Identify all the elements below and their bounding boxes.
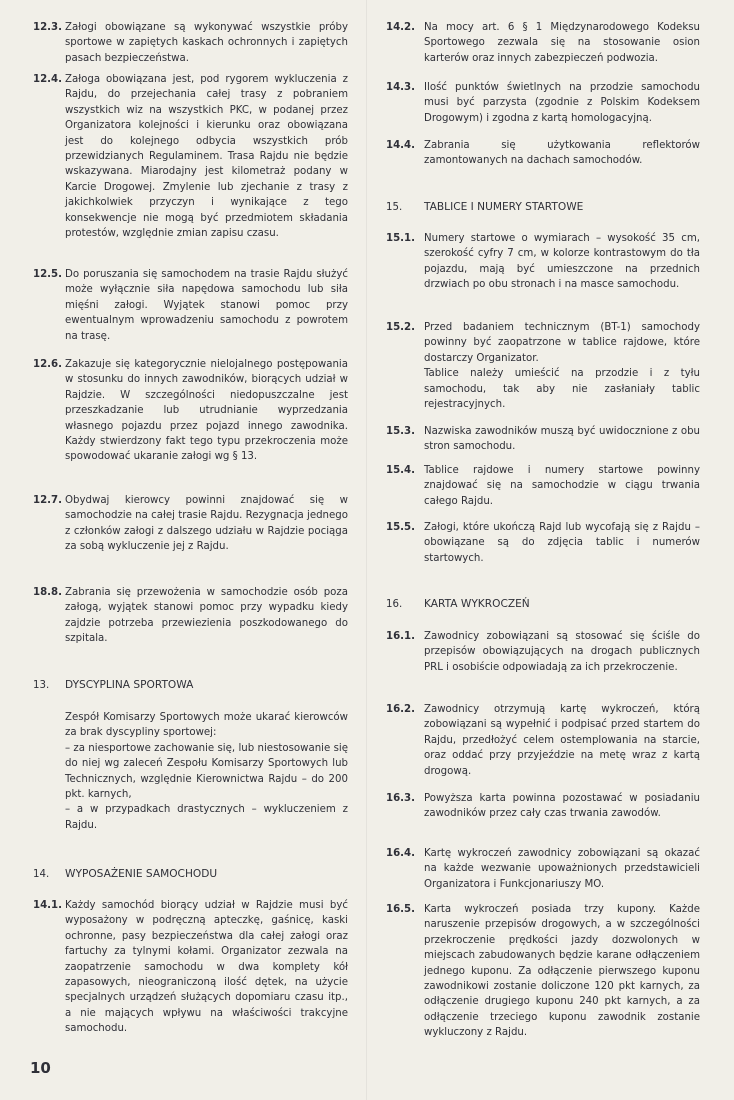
section-text: Kartę wykroczeń zawodnicy zobowiązani są okazać na każde wezwanie upoważnionych przedstawicieli Organizatora i Funkcjonariuszy MO. [424,848,700,890]
section-number: 13. [33,680,50,691]
section-number: 14.2. [386,22,416,33]
section-number: 15.1. [386,233,416,244]
section-text: Karta wykroczeń posiada trzy kupony. Każde naruszenie przepisów drogowych, a w szczególności przekroczenie prędkości jazdy dozwolonych w miejscach zabudowanych będzie karane odłączeniem jednego kuponu. Za odłączenie pierwszego kuponu zawodnikowi zostanie doliczone 120 pkt karnych, za odłączenie drugiego kuponu 240 pkt karnych, a za odłączenie trzeciego kuponu zawodnik zostanie wykluczony z Rajdu. [424,904,700,1039]
section-number: 18.8. [33,587,63,598]
section-number: 12.4. [33,74,63,85]
section-number: 15. [386,202,403,213]
section-number: 14. [33,869,50,880]
section-text: Zakazuje się kategorycznie nielojalnego postępowania w stosunku do innych zawodników, biorących udział w Rajdzie. W szczególności niedopuszczalne jest przeszkadzanie lub utrudnianie wyprzedzania własnego pojazdu przez pojazd innego zawodnika. Każdy stwierdzony fakt tego typu przekroczenia może spowodować ukaranie załogi wg § 13. [65,359,348,463]
section-number: 16.2. [386,704,416,715]
section-number: 16.1. [386,631,416,642]
section-text: Nazwiska zawodników muszą być uwidocznione z obu stron samochodu. [424,426,700,453]
section-number: 14.3. [386,82,416,93]
section-number: 12.5. [33,269,63,280]
section-number: 15.3. [386,426,416,437]
section-heading: WYPOSAŻENIE SAMOCHODU [65,868,218,880]
section-number: 14.4. [386,140,416,151]
section-number: 16. [386,599,403,610]
page-number: 10 [30,1059,51,1077]
section-number: 12.3. [33,22,63,33]
section-heading: KARTA WYKROCZEŃ [424,598,530,610]
section-text: Numery startowe o wymiarach – wysokość 35 cm, szerokość cyfry 7 cm, w kolorze kontrastowym do tła pojazdu, mają być umieszczone na przednich drzwiach po obu stronach i na masce samochodu. [424,233,700,291]
section-number: 16.4. [386,848,416,859]
section-number: 16.5. [386,904,416,915]
section-number: 15.5. [386,522,416,533]
section-text: Każdy samochód biorący udział w Rajdzie musi być wyposażony w podręczną apteczkę, gaśnicę, kaski ochronne, pasy bezpieczeństwa dla całej załogi oraz fartuchy za tylnymi kołami. Organizator zezwala na zaopatrzenie samochodu w dwa komplety kół zapasowych, nieograniczoną ilość dętek, na użycie specjalnych urządzeń służących dopomiaru czasu itp., a nie mających wpływu na właściwości trakcyjne samochodu. [65,900,348,1035]
section-text: Powyższa karta powinna pozostawać w posiadaniu zawodników przez cały czas trwania zawodów. [424,793,700,820]
section-text: Ilość punktów świetlnych na przodzie samochodu musi być parzysta (zgodnie z Polskim Kodeksem Drogowym) i zgodna z kartą homologacyjną. [424,82,700,124]
section-number: 15.2. [386,322,416,333]
section-number: 12.7. [33,495,63,506]
section-text: Obydwaj kierowcy powinni znajdować się w samochodzie na całej trasie Rajdu. Rezygnacja jednego z członków załogi z dalszego udziału w Rajdzie pociąga za sobą wykluczenie jej z Rajdu. [65,495,348,553]
section-text: Tablice rajdowe i numery startowe powinny znajdować się na samochodzie w ciągu trwania całego Rajdu. [424,465,700,507]
section-text: Zabrania się użytkowania reflektorów zamontowanych na dachach samochodów. [424,140,700,167]
section-text: Zespół Komisarzy Sportowych może ukarać kierowców za brak dyscypliny sportowej: – za niesportowe zachowanie się, lub niestosowanie się do niej wg zaleceń Zespołu Komisarzy Sportowych lub Technicznych, względnie Kierownictwa Rajdu – do 200 pkt. karnych, – a w przypadkach drastycznych – wykluczeniem z Rajdu. [65,712,348,831]
section-heading: DYSCYPLINA SPORTOWA [65,679,194,691]
section-text: Zabrania się przewożenia w samochodzie osób poza załogą, wyjątek stanowi pomoc przy wypadku kiedy zajdzie potrzeba przewiezienia poszkodowanego do szpitala. [65,587,348,645]
section-text: Załogi obowiązane są wykonywać wszystkie próby sportowe w zapiętych kaskach ochronnych i zapiętych pasach bezpieczeństwa. [65,22,348,64]
page-fold [366,0,367,1100]
section-text: Zawodnicy zobowiązani są stosować się ściśle do przepisów obowiązujących na drogach publicznych PRL i osobiście odpowiadają za ich przekroczenie. [424,631,700,673]
section-text: Na mocy art. 6 § 1 Międzynarodowego Kodeksu Sportowego zezwala się na stosowanie osion karterów oraz innych zabezpieczeń podwozia. [424,22,700,64]
section-text: Zawodnicy otrzymują kartę wykroczeń, którą zobowiązani są wypełnić i podpisać przed startem do Rajdu, przedłożyć celem ostemplowania na starcie, oraz oddać przy przyjeździe na metę wraz z kartą drogową. [424,704,700,777]
section-number: 14.1. [33,900,63,911]
section-text: Do poruszania się samochodem na trasie Rajdu służyć może wyłącznie siła napędowa samochodu lub siła mięśni załogi. Wyjątek stanowi pomoc przy ewentualnym wprowadzeniu samochodu z powrotem na trasę. [65,269,348,342]
section-text: Załoga obowiązana jest, pod rygorem wykluczenia z Rajdu, do przejechania całej trasy z pobraniem wszystkich wiz na wszystkich PKC, w podanej przez Organizatora kolejności i kierunku oraz obowiązana jest do kolejnego odbycia wszystkich prób przewidzianych Regulaminem. Trasa Rajdu nie będzie wskazywana. Miarodajny jest kilometraż podany w Karcie Drogowej. Zmylenie lub zjechanie z trasy z jakichkolwiek przyczyn i wynikające z tego konsekwencje nie mogą być przedmiotem składania protestów, względnie zmian zapisu czasu. [65,74,348,240]
section-number: 15.4. [386,465,416,476]
section-text: Załogi, które ukończą Rajd lub wycofają się z Rajdu – obowiązane są do zdjęcia tablic i numerów startowych. [424,522,700,564]
section-number: 12.6. [33,359,63,370]
section-heading: TABLICE I NUMERY STARTOWE [424,201,584,213]
section-text: Przed badaniem technicznym (BT-1) samochody powinny być zaopatrzone w tablice rajdowe, które dostarczy Organizator. Tablice należy umieścić na przodzie i z tyłu samochodu, tak aby nie zasłaniały tablic rejestracyjnych. [424,322,700,411]
section-number: 16.3. [386,793,416,804]
